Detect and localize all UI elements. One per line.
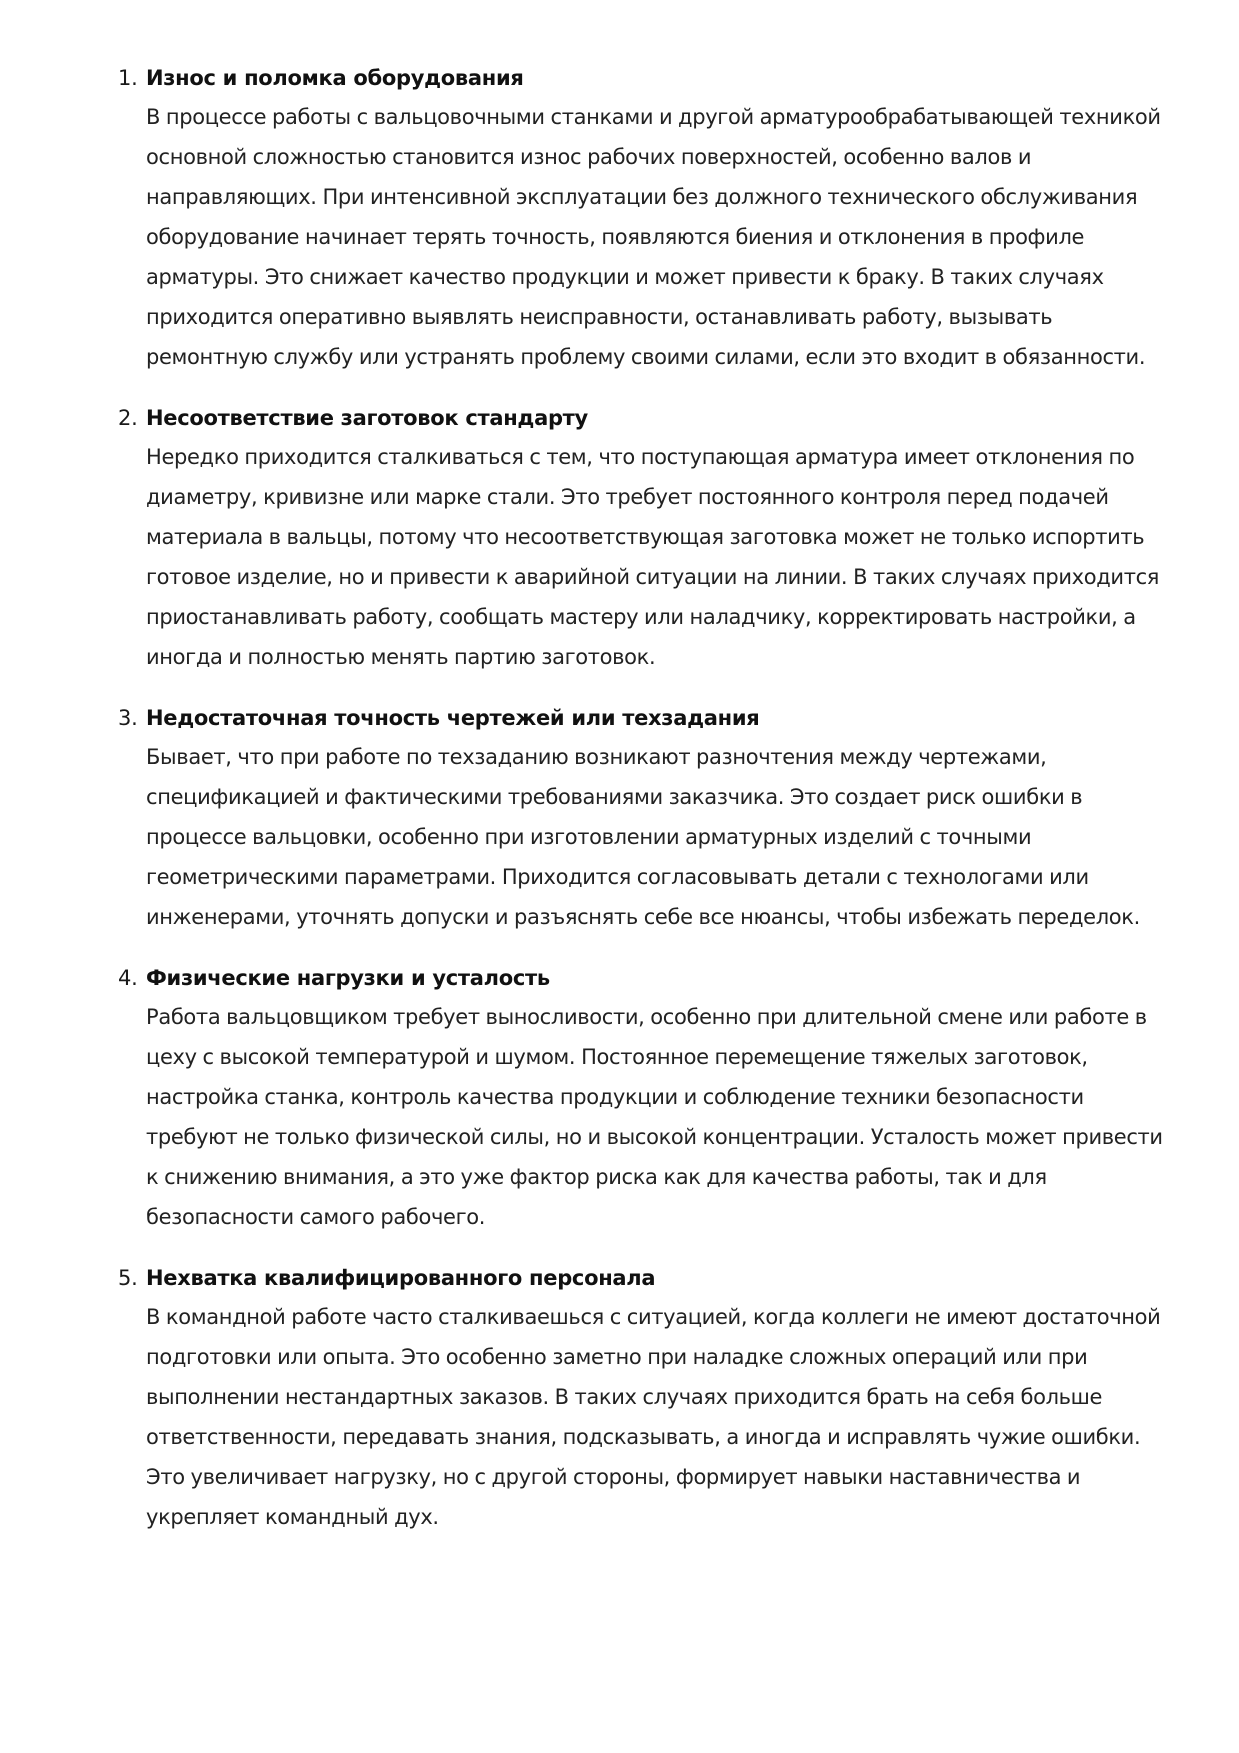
item-number: 4.	[118, 966, 138, 990]
item-title: Нехватка квалифицированного персонала	[146, 1266, 656, 1290]
item-number: 1.	[118, 66, 138, 90]
item-text: В командной работе часто сталкиваешься с ситуацией, когда коллеги не имеют достаточной подготовки или опыта. Это особенно заметно при наладке сложных операций или при выполнении нестандартных заказов. В таких случаях приходится брать на себя больше ответственности, передавать знания, подсказывать, а иногда и исправлять чужие ошибки. Это увеличивает нагрузку, но с другой стороны, формирует навыки наставничества и укрепляет командный дух.	[146, 1305, 1161, 1529]
item-text: В процессе работы с вальцовочными станками и другой арматурообрабатывающей техникой основной сложностью становится износ рабочих поверхностей, особенно валов и направляющих. При интенсивной эксплуатации без должного технического обслуживания оборудование начинает терять точность, появляются биения и отклонения в профиле арматуры. Это снижает качество продукции и может привести к браку. В таких случаях приходится оперативно выявлять неисправности, останавливать работу, вызывать ремонтную службу или устранять проблему своими силами, если это входит в обязанности.	[146, 105, 1161, 369]
item-title: Износ и поломка оборудования	[146, 66, 524, 90]
item-text: Работа вальцовщиком требует выносливости, особенно при длительной смене или работе в цеху с высокой температурой и шумом. Постоянное перемещение тяжелых заготовок, настройка станка, контроль качества продукции и соблюдение техники безопасности требуют не только физической силы, но и высокой концентрации. Усталость может привести к снижению внимания, а это уже фактор риска как для качества работы, так и для безопасности самого рабочего.	[146, 1005, 1163, 1229]
item-text: Нередко приходится сталкиваться с тем, что поступающая арматура имеет отклонения по диаметру, кривизне или марке стали. Это требует постоянного контроля перед подачей материала в вальцы, потому что несоответствующая заготовка может не только испортить готовое изделие, но и привести к аварийной ситуации на линии. В таких случаях приходится приостанавливать работу, сообщать мастеру или наладчику, корректировать настройки, а иногда и полностью менять партию заготовок.	[146, 445, 1160, 669]
item-number: 3.	[118, 706, 138, 730]
item-number: 2.	[118, 406, 138, 430]
list-item-5	[118, 1260, 1168, 1537]
list-item-3	[118, 700, 1168, 937]
list-item-1	[118, 60, 1168, 377]
list-item-2	[118, 400, 1168, 677]
challenges-list	[118, 60, 1168, 1560]
list-item-4	[118, 960, 1168, 1237]
item-title: Физические нагрузки и усталость	[146, 966, 550, 990]
item-number: 5.	[118, 1266, 138, 1290]
item-title: Несоответствие заготовок стандарту	[146, 406, 588, 430]
item-title: Недостаточная точность чертежей или техзадания	[146, 706, 760, 730]
item-text: Бывает, что при работе по техзаданию возникают разночтения между чертежами, спецификацией и фактическими требованиями заказчика. Это создает риск ошибки в процессе вальцовки, особенно при изготовлении арматурных изделий с точными геометрическими параметрами. Приходится согласовывать детали с технологами или инженерами, уточнять допуски и разъяснять себе все нюансы, чтобы избежать переделок.	[146, 745, 1140, 929]
